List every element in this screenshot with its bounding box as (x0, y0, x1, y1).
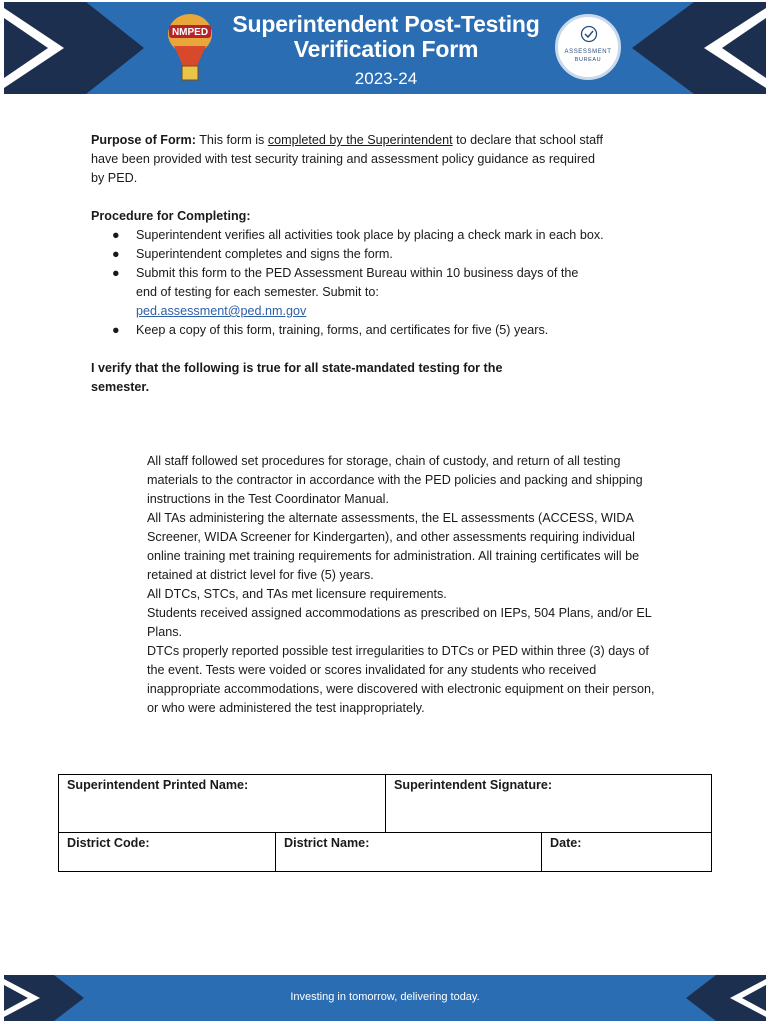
printed-name-field[interactable] (59, 775, 386, 833)
statement: All TAs administering the alternate assessments, the EL assessments (ACCESS, WIDA Screener, WIDA Screener for Kindergarten), and other assessments requiring individual online training met training requirements for administration. All training certificates will be retained at district level for five (5) years. (147, 511, 640, 582)
statement: All staff followed set procedures for storage, chain of custody, and return of all testing materials to the contractor in accordance with the PED policies and packing and shipping instructions in the Test Coordinator Manual. (147, 454, 643, 506)
district-name-label: District Name: (284, 836, 370, 850)
school-year: 2023-24 (354, 69, 418, 88)
procedure-section (91, 207, 611, 340)
verification-statements (147, 452, 667, 718)
header-banner (4, 2, 766, 94)
list-item (112, 245, 611, 264)
bullet-icon: ● (112, 247, 120, 261)
district-code-field[interactable] (59, 833, 276, 872)
title-line-1: Superintendent Post-Testing (232, 11, 540, 37)
printed-name-label: Superintendent Printed Name: (67, 778, 249, 792)
list-item-text: Superintendent verifies all activities took place by placing a check mark in each box. (136, 228, 604, 242)
statement: DTCs properly reported possible test irregularities to DTCs or PED within three (3) days of the event. Tests were voided or scores invalidated for any students who received inappropriate accommodations, were discovered with electronic equipment on their person, or who were administered the test inappropriately. (147, 644, 655, 715)
purpose-text-after: to declare that school staff have been provided with test security training and assessment policy guidance as required by PED. (91, 133, 603, 185)
email-link[interactable]: ped.assessment@ped.nm.gov (136, 304, 307, 318)
list-item-text: Submit this form to the PED Assessment Bureau within 10 business days of the end of testing for each semester. Submit to: (136, 266, 579, 299)
bullet-icon: ● (112, 228, 120, 242)
date-label: Date: (550, 836, 582, 850)
list-item-text: Superintendent completes and signs the form. (136, 247, 393, 261)
statement: All DTCs, STCs, and TAs met licensure requirements. (147, 587, 447, 601)
purpose-text-before: This form is (199, 133, 265, 147)
district-code-label: District Code: (67, 836, 150, 850)
list-item (112, 321, 572, 340)
bullet-icon: ● (112, 266, 120, 280)
form-body (91, 131, 611, 397)
list-item (112, 226, 611, 245)
purpose-label: Purpose of Form: (91, 133, 196, 147)
procedure-label: Procedure for Completing: (91, 209, 251, 223)
list-item (112, 264, 590, 321)
verify-heading: I verify that the following is true for all state-mandated testing for the semester. (91, 361, 503, 394)
procedure-list (112, 226, 611, 340)
date-field[interactable] (542, 833, 712, 872)
statement: Students received assigned accommodations as prescribed on IEPs, 504 Plans, and/or EL Plans. (147, 606, 652, 639)
check-circle-icon (580, 25, 598, 43)
footer-banner (4, 975, 766, 1021)
signature-table (58, 774, 712, 872)
district-name-field[interactable] (276, 833, 542, 872)
purpose-underlined: completed by the Superintendent (267, 133, 453, 147)
footer-tagline: Investing in tomorrow, delivering today. (290, 991, 480, 1003)
list-item-text: Keep a copy of this form, training, forms, and certificates for five (5) years. (136, 323, 549, 337)
badge-line-2: BUREAU (574, 57, 602, 63)
title-line-2: Verification Form (293, 36, 479, 62)
form-title (204, 12, 568, 90)
badge-line-1: ASSESSMENT (564, 49, 612, 55)
signature-field[interactable] (386, 775, 712, 833)
signature-label: Superintendent Signature: (394, 778, 553, 792)
bullet-icon: ● (112, 323, 120, 337)
assessment-bureau-badge (555, 14, 621, 80)
purpose-section (91, 131, 611, 188)
logo-text: NMPED (171, 27, 209, 38)
